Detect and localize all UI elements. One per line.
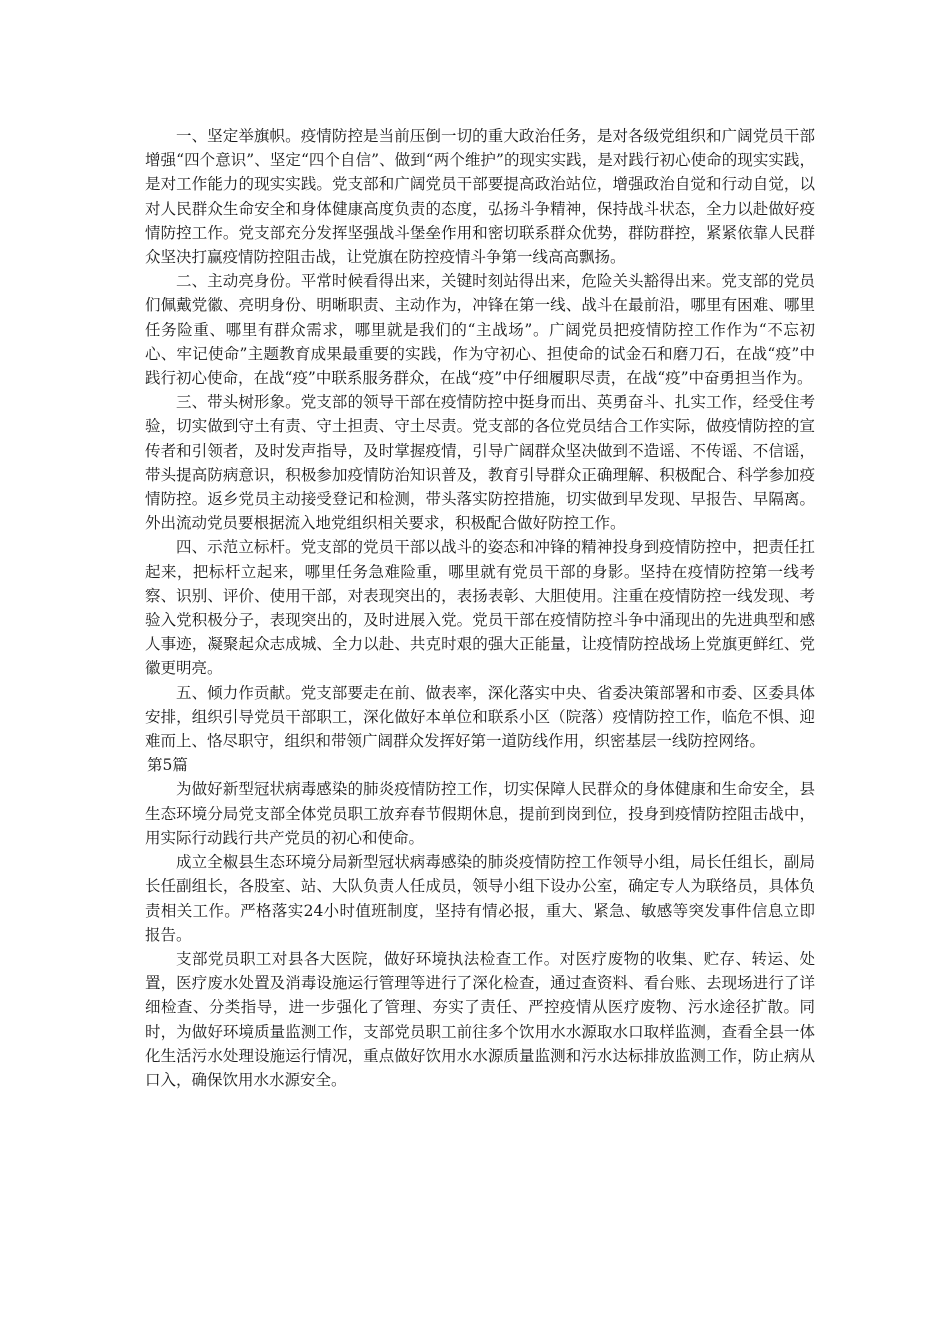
paragraph-leading-group: 成立全椒县生态环境分局新型冠状病毒感染的肺炎疫情防控工作领导小组，局长任组长，副局长任副组长，各股室、站、大队负责人任成员，领导小组下设办公室，确定专人为联络员，具体负责相关工作。严格落实24小时值班制度，坚持有情必报，重大、紧急、敏感等突发事件信息立即报告。 [145, 853, 815, 944]
paragraph-intro: 为做好新型冠状病毒感染的肺炎疫情防控工作，切实保障人民群众的身体健康和生命安全，县生态环境分局党支部全体党员职工放弃春节假期休息，提前到岗到位，投身到疫情防控阻击战中，用实际行动践行共产党员的初心和使命。 [145, 780, 815, 847]
paragraph-set-benchmark: 四、示范立标杆。党支部的党员干部以战斗的姿态和冲锋的精神投身到疫情防控中，把责任扛起来，把标杆立起来，哪里任务急难险重，哪里就有党员干部的身影。坚持在疫情防控第一线考察、识别、评价、使用干部，对表现突出的，表扬表彰、大胆使用。注重在疫情防控一线发现、考验入党积极分子，表现突出的，及时进展入党。党员干部在疫情防控斗争中涌现出的先进典型和感人事迹，凝聚起众志成城、全力以赴、共克时艰的强大正能量，让疫情防控战场上党旗更鲜红、党徽更明亮。 [145, 538, 815, 678]
paragraph-show-identity: 二、主动亮身份。平常时候看得出来，关键时刻站得出来，危险关头豁得出来。党支部的党员们佩戴党徽、亮明身份、明晰职责、主动作为，冲锋在第一线、战斗在最前沿，哪里有困难、哪里任务险重、哪里有群众需求，哪里就是我们的“主战场”。广阔党员把疫情防控工作作为“不忘初心、牢记使命”主题教育成果最重要的实践，作为守初心、担使命的试金石和磨刀石，在战“疫”中践行初心使命，在战“疫”中联系服务群众，在战“疫”中仔细履职尽责，在战“疫”中奋勇担当作为。 [145, 272, 815, 388]
paragraph-set-example: 三、带头树形象。党支部的领导干部在疫情防控中挺身而出、英勇奋斗、扎实工作，经受住考验，切实做到守土有责、守土担责、守土尽责。党支部的各位党员结合工作实际，做疫情防控的宣传者和引领者，及时发声指导，及时掌握疫情，引导广阔群众坚决做到不造谣、不传谣、不信谣，带头提高防病意识，积极参加疫情防治知识普及，教育引导群众正确理解、积极配合、科学参加疫情防控。返乡党员主动接受登记和检测，带头落实防控措施，切实做到早发现、早报告、早隔离。外出流动党员要根据流入地党组织相关要求，积极配合做好防控工作。 [145, 393, 815, 533]
paragraph-raise-banner: 一、坚定举旗帜。疫情防控是当前压倒一切的重大政治任务，是对各级党组织和广阔党员干部增强“四个意识”、坚定“四个自信”、做到“两个维护”的现实实践，是对践行初心使命的现实实践，是对工作能力的现实实践。党支部和广阔党员干部要提高政治站位，增强政治自觉和行动自觉，以对人民群众生命安全和身体健康高度负责的态度，弘扬斗争精神，保持战斗状态，全力以赴做好疫情防控工作。党支部充分发挥坚强战斗堡垒作用和密切联系群众优势，群防群控，紧紧依靠人民群众坚决打赢疫情防控阻击战，让党旗在防控疫情斗争第一线高高飘扬。 [145, 127, 815, 267]
paragraph-contribute: 五、倾力作贡献。党支部要走在前、做表率，深化落实中央、省委决策部署和市委、区委具体安排，组织引导党员干部职工，深化做好本单位和联系小区（院落）疫情防控工作，临危不惧、迎难而上、恪尽职守，组织和带领广阔群众发挥好第一道防线作用，织密基层一线防控网络。 [145, 683, 815, 751]
section-heading: 第5篇 [147, 756, 188, 775]
document-body [145, 124, 815, 1092]
paragraph-inspection: 支部党员职工对县各大医院，做好环境执法检查工作。对医疗废物的收集、贮存、转运、处置，医疗废水处置及消毒设施运行管理等进行了深化检查，通过查资料、看台账、去现场进行了详细检查、分类指导，进一步强化了管理、夯实了责任、严控疫情从医疗废物、污水途径扩散。同时，为做好环境质量监测工作，支部党员职工前往多个饮用水水源取水口取样监测，查看全县一体化生活污水处理设施运行情况，重点做好饮用水水源质量监测和污水达标排放监测工作，防止病从口入，确保饮用水水源安全。 [145, 949, 815, 1089]
